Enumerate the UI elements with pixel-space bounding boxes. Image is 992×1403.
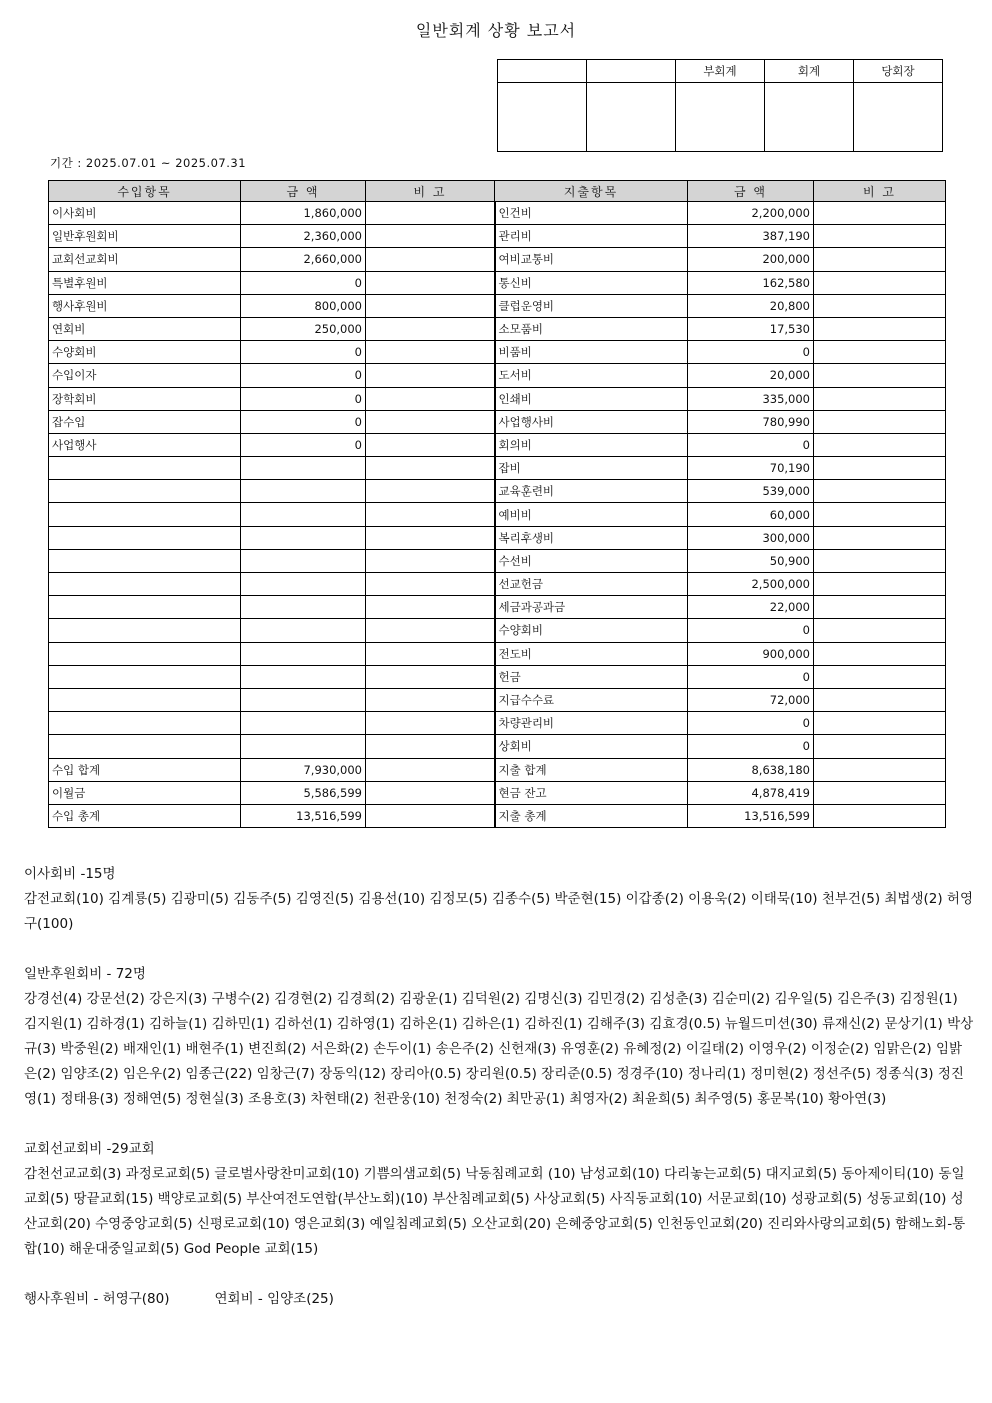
approval-header: 회계 [765, 60, 854, 83]
event-support-note: 행사후원비 - 허영구(80) [24, 1291, 170, 1307]
expense-amount: 539,000 [688, 480, 814, 503]
table-row [49, 712, 946, 735]
expense-amount: 300,000 [688, 526, 814, 549]
approval-sign-cell [587, 83, 676, 152]
income-item [49, 619, 241, 642]
income-note [366, 225, 495, 248]
expense-item: 현금 잔고 [495, 781, 688, 804]
table-row [49, 503, 946, 526]
approval-sign-cell [854, 83, 943, 152]
table-row [49, 642, 946, 665]
income-note [366, 735, 495, 758]
expense-amount-header: 금 액 [688, 181, 814, 202]
income-amount [241, 735, 366, 758]
expense-amount: 900,000 [688, 642, 814, 665]
table-row [49, 410, 946, 433]
approval-header [498, 60, 587, 83]
income-note [366, 526, 495, 549]
expense-item: 잡비 [495, 457, 688, 480]
table-row [49, 758, 946, 781]
expense-amount: 50,900 [688, 549, 814, 572]
expense-note [814, 457, 946, 480]
income-amount: 13,516,599 [241, 804, 366, 827]
income-amount: 800,000 [241, 294, 366, 317]
expense-amount: 2,200,000 [688, 202, 814, 225]
expense-amount: 387,190 [688, 225, 814, 248]
expense-note [814, 364, 946, 387]
expense-amount: 0 [688, 712, 814, 735]
table-row [49, 271, 946, 294]
income-amount: 7,930,000 [241, 758, 366, 781]
income-note [366, 781, 495, 804]
income-amount: 0 [241, 410, 366, 433]
expense-note [814, 433, 946, 456]
income-note [366, 341, 495, 364]
expense-note [814, 619, 946, 642]
income-amount [241, 480, 366, 503]
income-item [49, 735, 241, 758]
expense-amount: 4,878,419 [688, 781, 814, 804]
expense-note [814, 317, 946, 340]
income-note [366, 573, 495, 596]
income-amount: 1,860,000 [241, 202, 366, 225]
approval-sign-cell [676, 83, 765, 152]
income-note-header: 비 고 [366, 181, 495, 202]
income-item [49, 688, 241, 711]
income-amount [241, 503, 366, 526]
expense-amount: 0 [688, 433, 814, 456]
income-note [366, 457, 495, 480]
expense-amount: 72,000 [688, 688, 814, 711]
income-amount: 0 [241, 271, 366, 294]
expense-note [814, 248, 946, 271]
income-amount [241, 526, 366, 549]
table-row [49, 433, 946, 456]
income-item [49, 665, 241, 688]
expense-note [814, 573, 946, 596]
expense-amount: 0 [688, 619, 814, 642]
report-title: 일반회계 상황 보고서 [415, 21, 577, 40]
income-item [49, 573, 241, 596]
income-amount: 2,360,000 [241, 225, 366, 248]
table-row [49, 202, 946, 225]
table-row [49, 225, 946, 248]
expense-note [814, 341, 946, 364]
expense-amount: 22,000 [688, 596, 814, 619]
income-note [366, 317, 495, 340]
expense-item: 클럽운영비 [495, 294, 688, 317]
expense-item: 도서비 [495, 364, 688, 387]
expense-item: 인건비 [495, 202, 688, 225]
income-item [49, 549, 241, 572]
report-period: 기간 : 2025.07.01 ~ 2025.07.31 [50, 156, 247, 170]
income-amount [241, 642, 366, 665]
expense-amount: 17,530 [688, 317, 814, 340]
expense-note [814, 503, 946, 526]
expense-note [814, 804, 946, 827]
expense-item: 지출 합계 [495, 758, 688, 781]
income-amount: 0 [241, 433, 366, 456]
expense-item: 전도비 [495, 642, 688, 665]
income-item: 장학회비 [49, 387, 241, 410]
expense-item: 관리비 [495, 225, 688, 248]
expense-item: 여비교통비 [495, 248, 688, 271]
income-amount [241, 712, 366, 735]
table-row [49, 619, 946, 642]
expense-item: 사업행사비 [495, 410, 688, 433]
expense-item: 헌금 [495, 665, 688, 688]
table-row [49, 549, 946, 572]
income-amount: 0 [241, 364, 366, 387]
income-note [366, 480, 495, 503]
expense-note [814, 758, 946, 781]
income-amount: 2,660,000 [241, 248, 366, 271]
expense-note [814, 642, 946, 665]
expense-item: 수양회비 [495, 619, 688, 642]
expense-note [814, 387, 946, 410]
income-amount: 5,586,599 [241, 781, 366, 804]
expense-note [814, 665, 946, 688]
expense-item: 차량관리비 [495, 712, 688, 735]
income-item: 행사후원비 [49, 294, 241, 317]
expense-note [814, 225, 946, 248]
income-note [366, 248, 495, 271]
income-note [366, 642, 495, 665]
income-note [366, 410, 495, 433]
church-mission-list: 감천선교교회(3) 과정로교회(5) 글로벌사랑찬미교회(10) 기쁨의샘교회(5) 낙동침례교회 (10) 남성교회(10) 다리놓는교회(5) 대지교회(5) 동아제이티(10) 동일교회(5) 땅끝교회(15) 백양로교회(5) 부산여전도연합(부산노회)(10) 부산침례교회(5) 사상교회(5) 사직동교회(10) 서문교회(10) 성광교회(5) 성동교회(10) 성산교회(20) 수영중앙교회(5) 신평로교회(10) 영은교회(3) 예일침례교회(5) 오산교회(20) 은혜중앙교회(5) 인천동인교회(20) 진리와사랑의교회(5) 함해노회-통합(10) 해운대중일교회(5) God People 교회(15) [24, 1166, 966, 1257]
income-note [366, 712, 495, 735]
income-item: 이월금 [49, 781, 241, 804]
table-row [49, 317, 946, 340]
expense-item: 지출 총계 [495, 804, 688, 827]
expense-item: 예비비 [495, 503, 688, 526]
expense-item: 교육훈련비 [495, 480, 688, 503]
expense-item: 인쇄비 [495, 387, 688, 410]
income-item: 이사회비 [49, 202, 241, 225]
income-note [366, 202, 495, 225]
expense-note [814, 294, 946, 317]
table-row [49, 457, 946, 480]
income-item: 연회비 [49, 317, 241, 340]
approval-box [497, 59, 943, 152]
expense-item: 복리후생비 [495, 526, 688, 549]
income-item [49, 642, 241, 665]
income-amount [241, 457, 366, 480]
annual-fee-note: 연회비 - 임양조(25) [214, 1291, 334, 1307]
expense-note [814, 712, 946, 735]
approval-sign-cell [765, 83, 854, 152]
expense-amount: 780,990 [688, 410, 814, 433]
expense-item: 비품비 [495, 341, 688, 364]
income-amount-header: 금 액 [241, 181, 366, 202]
expense-note [814, 735, 946, 758]
income-item: 잡수입 [49, 410, 241, 433]
income-item: 수입 합계 [49, 758, 241, 781]
income-amount: 0 [241, 341, 366, 364]
income-note [366, 758, 495, 781]
expense-note [814, 526, 946, 549]
income-amount [241, 665, 366, 688]
expense-item: 선교헌금 [495, 573, 688, 596]
income-note [366, 364, 495, 387]
income-amount: 0 [241, 387, 366, 410]
income-item [49, 457, 241, 480]
income-item [49, 712, 241, 735]
church-mission-title: 교회선교회비 -29교회 [24, 1141, 155, 1157]
table-row [49, 665, 946, 688]
expense-item: 소모품비 [495, 317, 688, 340]
table-row [49, 781, 946, 804]
income-item [49, 596, 241, 619]
table-row [49, 341, 946, 364]
expense-note [814, 596, 946, 619]
expense-amount: 335,000 [688, 387, 814, 410]
income-item: 수양회비 [49, 341, 241, 364]
approval-sign-cell [498, 83, 587, 152]
expense-note [814, 202, 946, 225]
income-item [49, 526, 241, 549]
expense-amount: 0 [688, 665, 814, 688]
income-item: 특별후원비 [49, 271, 241, 294]
ledger-header-row [49, 181, 946, 202]
income-amount [241, 596, 366, 619]
table-row [49, 480, 946, 503]
expense-item: 회의비 [495, 433, 688, 456]
income-note [366, 549, 495, 572]
expense-note [814, 688, 946, 711]
income-amount [241, 688, 366, 711]
income-note [366, 503, 495, 526]
board-fee-title: 이사회비 -15명 [24, 866, 116, 882]
expense-item: 세금과공과금 [495, 596, 688, 619]
income-amount: 250,000 [241, 317, 366, 340]
general-support-title: 일반후원회비 - 72명 [24, 966, 146, 982]
income-item: 일반후원회비 [49, 225, 241, 248]
income-amount [241, 549, 366, 572]
table-row [49, 735, 946, 758]
expense-note [814, 549, 946, 572]
table-row [49, 804, 946, 827]
expense-amount: 8,638,180 [688, 758, 814, 781]
expense-amount: 70,190 [688, 457, 814, 480]
table-row [49, 248, 946, 271]
income-amount [241, 619, 366, 642]
ledger-table [48, 180, 946, 828]
expense-amount: 162,580 [688, 271, 814, 294]
expense-amount: 60,000 [688, 503, 814, 526]
board-fee-list: 감전교회(10) 김계룡(5) 김광미(5) 김동주(5) 김영진(5) 김용선(10) 김정모(5) 김종수(5) 박준현(15) 이갑종(2) 이용욱(2) 이태묵(10) 천부건(5) 최법생(2) 허영구(100) [24, 891, 973, 932]
expense-item: 통신비 [495, 271, 688, 294]
expense-amount: 0 [688, 341, 814, 364]
income-note [366, 271, 495, 294]
approval-header: 당회장 [854, 60, 943, 83]
expense-amount: 2,500,000 [688, 573, 814, 596]
table-row [49, 387, 946, 410]
table-row [49, 364, 946, 387]
table-row [49, 526, 946, 549]
income-item [49, 503, 241, 526]
income-item [49, 480, 241, 503]
expense-amount: 20,800 [688, 294, 814, 317]
income-note [366, 688, 495, 711]
expense-item: 지급수수료 [495, 688, 688, 711]
income-note [366, 387, 495, 410]
expense-note [814, 271, 946, 294]
expense-amount: 200,000 [688, 248, 814, 271]
income-item: 수입 총계 [49, 804, 241, 827]
income-note [366, 433, 495, 456]
income-note [366, 294, 495, 317]
expense-item-header: 지출항목 [495, 181, 688, 202]
expense-note [814, 410, 946, 433]
expense-amount: 13,516,599 [688, 804, 814, 827]
general-support-list: 강경선(4) 강문선(2) 강은지(3) 구병수(2) 김경현(2) 김경희(2) 김광운(1) 김덕원(2) 김명신(3) 김민경(2) 김성춘(3) 김순미(2) 김우일(5) 김은주(3) 김정원(1) 김지원(1) 김하경(1) 김하늘(1) 김하민(1) 김하선(1) 김하영(1) 김하온(1) 김하은(1) 김하진(1) 김해주(3) 김효경(0.5) 뉴월드미션(30) 류재신(2) 문상기(1) 박상규(3) 박중원(2) 배재인(1) 배현주(1) 변진희(2) 서은화(2) 손두이(1) 송은주(2) 신헌재(3) 유영훈(2) 유혜정(2) 이길태(2) 이영우(2) 이정순(2) 임맑은(2) 임밝은(2) 임양조(2) 임은우(2) 임종근(22) 임창근(7) 장동익(12) 장리아(0.5) 장리원(0.5) 장리준(0.5) 정경주(10) 정나리(1) 정미현(2) 정선주(5) 정종식(3) 정진영(1) 정태용(3) 정해연(5) 정현실(3) 조용호(3) 차현태(2) 천관웅(10) 천정숙(2) 최만공(1) 최영자(2) 최윤희(5) 최주영(5) 홍문복(10) 황아연(3) [24, 991, 974, 1107]
event-and-annual-fee-line [24, 1287, 974, 1312]
income-note [366, 596, 495, 619]
approval-header [587, 60, 676, 83]
expense-note-header: 비 고 [814, 181, 946, 202]
table-row [49, 596, 946, 619]
expense-note [814, 781, 946, 804]
expense-amount: 20,000 [688, 364, 814, 387]
income-item: 수입이자 [49, 364, 241, 387]
notes-section [24, 862, 974, 1312]
expense-item: 수선비 [495, 549, 688, 572]
income-amount [241, 573, 366, 596]
income-item: 교회선교회비 [49, 248, 241, 271]
expense-item: 상회비 [495, 735, 688, 758]
income-note [366, 665, 495, 688]
income-item: 사업행사 [49, 433, 241, 456]
expense-note [814, 480, 946, 503]
table-row [49, 573, 946, 596]
income-note [366, 619, 495, 642]
income-note [366, 804, 495, 827]
table-row [49, 294, 946, 317]
approval-header: 부회계 [676, 60, 765, 83]
expense-amount: 0 [688, 735, 814, 758]
table-row [49, 688, 946, 711]
income-item-header: 수입항목 [49, 181, 241, 202]
